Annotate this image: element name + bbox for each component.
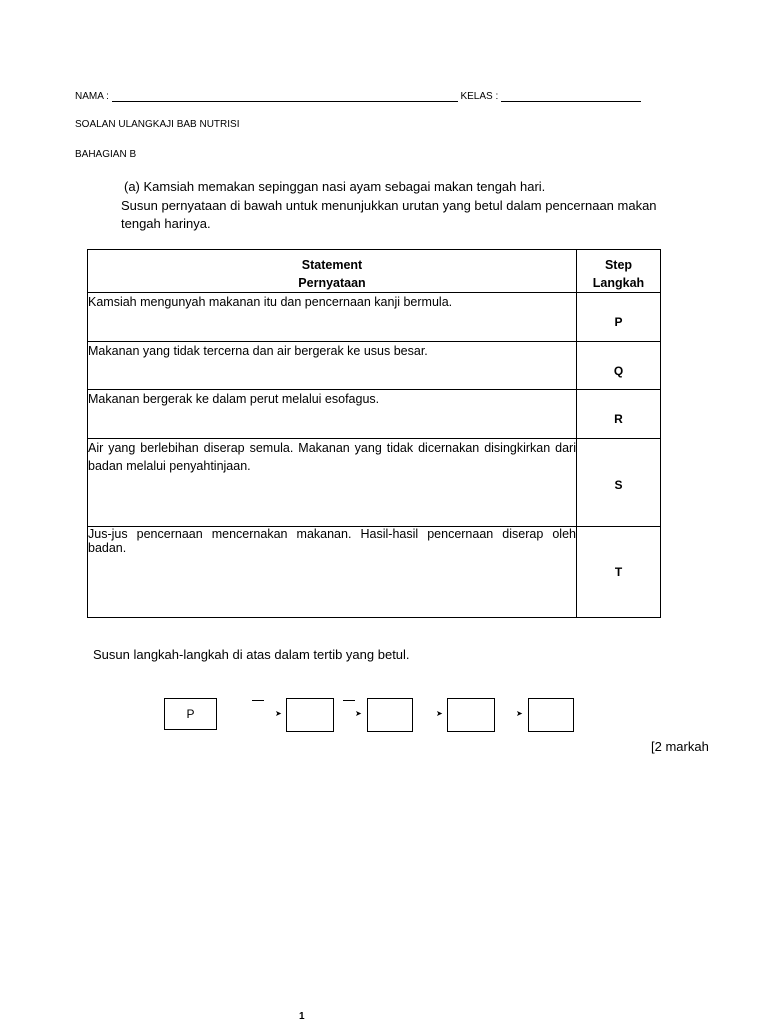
step-cell: S xyxy=(577,439,661,527)
step-cell: R xyxy=(577,390,661,439)
step-cell: T xyxy=(577,527,661,618)
statement-cell: Makanan bergerak ke dalam perut melalui esofagus. xyxy=(88,390,577,439)
class-blank-line[interactable] xyxy=(501,90,641,102)
table-row xyxy=(88,342,661,390)
arrow-right-icon: ➤ xyxy=(355,709,362,718)
question-line-1: (a) Kamsiah memakan sepinggan nasi ayam sebagai makan tengah hari. xyxy=(124,179,546,194)
step-header-ms: Langkah xyxy=(592,276,645,290)
worksheet-title: SOALAN ULANGKAJI BAB NUTRISI xyxy=(75,119,240,130)
class-label: KELAS : xyxy=(460,91,499,102)
step-cell: P xyxy=(577,293,661,342)
table-row xyxy=(88,293,661,342)
stray-dash xyxy=(252,700,264,701)
arrow-right-icon: ➤ xyxy=(516,709,523,718)
step-cell: Q xyxy=(577,342,661,390)
arrow-right-icon: ➤ xyxy=(275,709,282,718)
page-number: 1 xyxy=(299,1011,305,1022)
marks-label: [2 markah xyxy=(651,739,709,754)
statement-cell: Kamsiah mengunyah makanan itu dan pencernaan kanji bermula. xyxy=(88,293,577,342)
question-line-2: Susun pernyataan di bawah untuk menunjukkan urutan yang betul dalam pencernaan makan xyxy=(121,198,657,213)
statement-cell: Air yang berlebihan diserap semula. Makanan yang tidak dicernakan disingkirkan dari badan melalui penyahtinjaan. xyxy=(88,439,577,527)
table-row xyxy=(88,527,661,618)
question-line-3: tengah harinya. xyxy=(121,216,211,231)
statement-cell: Makanan yang tidak tercerna dan air bergerak ke usus besar. xyxy=(88,342,577,390)
name-row xyxy=(75,90,641,102)
section-title: BAHAGIAN B xyxy=(75,149,137,160)
stray-dash xyxy=(343,700,355,701)
sequence-box-4[interactable] xyxy=(447,698,495,732)
step-column-header xyxy=(577,250,661,293)
instruction-text: Susun langkah-langkah di atas dalam tertib yang betul. xyxy=(93,647,410,662)
table-row xyxy=(88,390,661,439)
sequence-box-5[interactable] xyxy=(528,698,574,732)
sequence-box-1-label: P xyxy=(186,707,195,721)
name-label: NAMA : xyxy=(75,91,109,102)
sequence-box-2[interactable] xyxy=(286,698,334,732)
table-row xyxy=(88,439,661,527)
statement-column-header xyxy=(88,250,577,293)
statement-cell: Jus-jus pencernaan mencernakan makanan. Hasil-hasil pencernaan diserap oleh badan. xyxy=(88,527,577,618)
sequence-box-1[interactable] xyxy=(164,698,217,730)
step-header-en: Step xyxy=(604,258,633,272)
statement-header-ms: Pernyataan xyxy=(298,276,366,290)
statement-step-table xyxy=(87,249,661,618)
name-blank-line[interactable] xyxy=(112,90,458,102)
arrow-right-icon: ➤ xyxy=(436,709,443,718)
statement-header-en: Statement xyxy=(301,258,363,272)
table-header-row xyxy=(88,250,661,293)
sequence-box-3[interactable] xyxy=(367,698,413,732)
